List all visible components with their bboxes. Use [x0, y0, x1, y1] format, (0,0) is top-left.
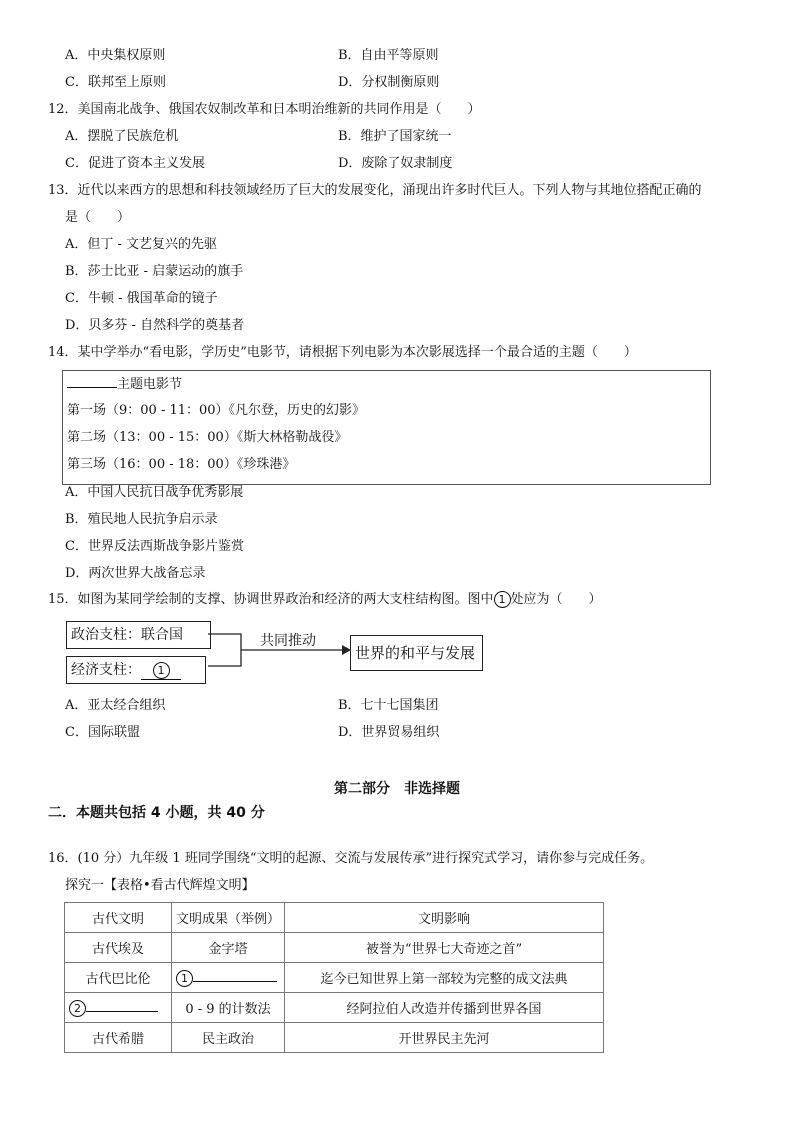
- q13-option-a: A．但丁 - 文艺复兴的先驱: [65, 237, 218, 252]
- q12-option-d: D．废除了奴隶制度: [338, 156, 453, 171]
- table-header-civilization: 古代文明: [65, 903, 172, 933]
- q14-stem: 14．某中学举办“看电影，学历史”电影节，请根据下列电影为本次影展选择一个最合适的主题（ ）: [48, 345, 637, 360]
- diagram-arrow-label: 共同推动: [260, 633, 316, 649]
- q13-option-c: C．牛顿 - 俄国革命的镜子: [65, 291, 218, 306]
- q16-explore1-title: 探究一【表格•看古代辉煌文明】: [65, 878, 255, 893]
- q15-option-a: A．亚太经合组织: [65, 698, 166, 713]
- table-cell-blank-1: [172, 963, 285, 993]
- table-cell: 被誉为“世界七大奇迹之首”: [285, 933, 604, 963]
- table-row: [65, 963, 604, 993]
- q14-title-blank: [67, 375, 117, 388]
- q15-option-c: C．国际联盟: [65, 725, 140, 740]
- q14-screening-3: 第三场（16：00 - 18：00）《珍珠港》: [67, 457, 296, 472]
- q12-option-c: C．促进了资本主义发展: [65, 156, 205, 171]
- q14-box-title-row: [67, 375, 182, 394]
- q11-option-a: A．中央集权原则: [65, 48, 166, 63]
- q16-stem: 16．(10 分）九年级 1 班同学围绕“文明的起源、交流与发展传承”进行探究式学习，请你参与完成任务。: [48, 851, 654, 866]
- diagram-politics-pillar: 政治支柱：联合国: [66, 621, 211, 649]
- table-header-row: [65, 903, 604, 933]
- q11-option-b: B．自由平等原则: [338, 48, 439, 63]
- q16-civilization-table: [64, 902, 604, 1053]
- q15-marker-1: 1: [494, 591, 511, 608]
- q14-option-c: C．世界反法西斯战争影片鉴赏: [65, 539, 244, 554]
- table-marker-1: 1: [176, 970, 193, 987]
- table-cell-blank-2: [65, 993, 172, 1023]
- q11-option-c: C．联邦至上原则: [65, 75, 166, 90]
- table-cell: 古代希腊: [65, 1023, 172, 1053]
- q15-option-d: D．世界贸易组织: [338, 725, 440, 740]
- table-cell: 古代埃及: [65, 933, 172, 963]
- diagram-economy-blank: [141, 661, 181, 680]
- q14-option-d: D．两次世界大战备忘录: [65, 566, 206, 581]
- q14-option-a: A．中国人民抗日战争优秀影展: [65, 485, 244, 500]
- q15-stem-before: 15．如图为某同学绘制的支撑、协调世界政治和经济的两大支柱结构图。图中: [48, 592, 494, 607]
- diagram-economy-label: 经济支柱：: [71, 662, 141, 678]
- table-cell: 迄今已知世界上第一部较为完整的成文法典: [285, 963, 604, 993]
- table-cell: 开世界民主先河: [285, 1023, 604, 1053]
- q15-stem: [48, 591, 602, 609]
- q14-film-box: [62, 370, 711, 485]
- q13-option-d: D．贝多芬 - 自然科学的奠基者: [65, 318, 245, 333]
- diagram-result-box: 世界的和平与发展: [350, 635, 483, 671]
- q12-stem: 12．美国南北战争、俄国农奴制改革和日本明治维新的共同作用是（ ）: [48, 102, 481, 117]
- diagram-marker-1: 1: [153, 662, 170, 679]
- q12-option-b: B．维护了国家统一: [338, 129, 452, 144]
- q15-option-b: B．七十七国集团: [338, 698, 439, 713]
- q13-stem-line2: 是（ ）: [65, 210, 131, 225]
- section2-title: 二．本题共包括 4 小题，共 40 分: [48, 805, 265, 821]
- q13-option-b: B．莎士比亚 - 启蒙运动的旗手: [65, 264, 244, 279]
- table-row: [65, 993, 604, 1023]
- answer-blank-1: [193, 969, 277, 982]
- q14-option-b: B．殖民地人民抗争启示录: [65, 512, 218, 527]
- table-cell: 金字塔: [172, 933, 285, 963]
- diagram-economy-pillar: [66, 656, 206, 684]
- table-header-influence: 文明影响: [285, 903, 604, 933]
- q14-screening-2: 第二场（13：00 - 15：00）《斯大林格勒战役》: [67, 430, 348, 445]
- q11-option-d: D．分权制衡原则: [338, 75, 440, 90]
- table-marker-2: 2: [69, 1000, 86, 1017]
- q14-box-title: 主题电影节: [117, 377, 183, 392]
- table-cell: 民主政治: [172, 1023, 285, 1053]
- table-header-achievement: 文明成果（举例）: [172, 903, 285, 933]
- q15-stem-after: 处应为（ ）: [510, 592, 602, 607]
- q13-stem-line1: 13．近代以来西方的思想和科技领域经历了巨大的发展变化，涌现出许多时代巨人。下列人物与其地位搭配正确的: [48, 183, 702, 198]
- answer-blank-2: [86, 999, 158, 1012]
- table-cell: 0 - 9 的计数法: [172, 993, 285, 1023]
- part2-title: 第二部分 非选择题: [334, 781, 460, 797]
- table-cell: 古代巴比伦: [65, 963, 172, 993]
- q14-screening-1: 第一场（9：00 - 11：00）《凡尔登，历史的幻影》: [67, 403, 366, 418]
- table-row: [65, 933, 604, 963]
- q12-option-a: A．摆脱了民族危机: [65, 129, 179, 144]
- table-row: [65, 1023, 604, 1053]
- table-cell: 经阿拉伯人改造并传播到世界各国: [285, 993, 604, 1023]
